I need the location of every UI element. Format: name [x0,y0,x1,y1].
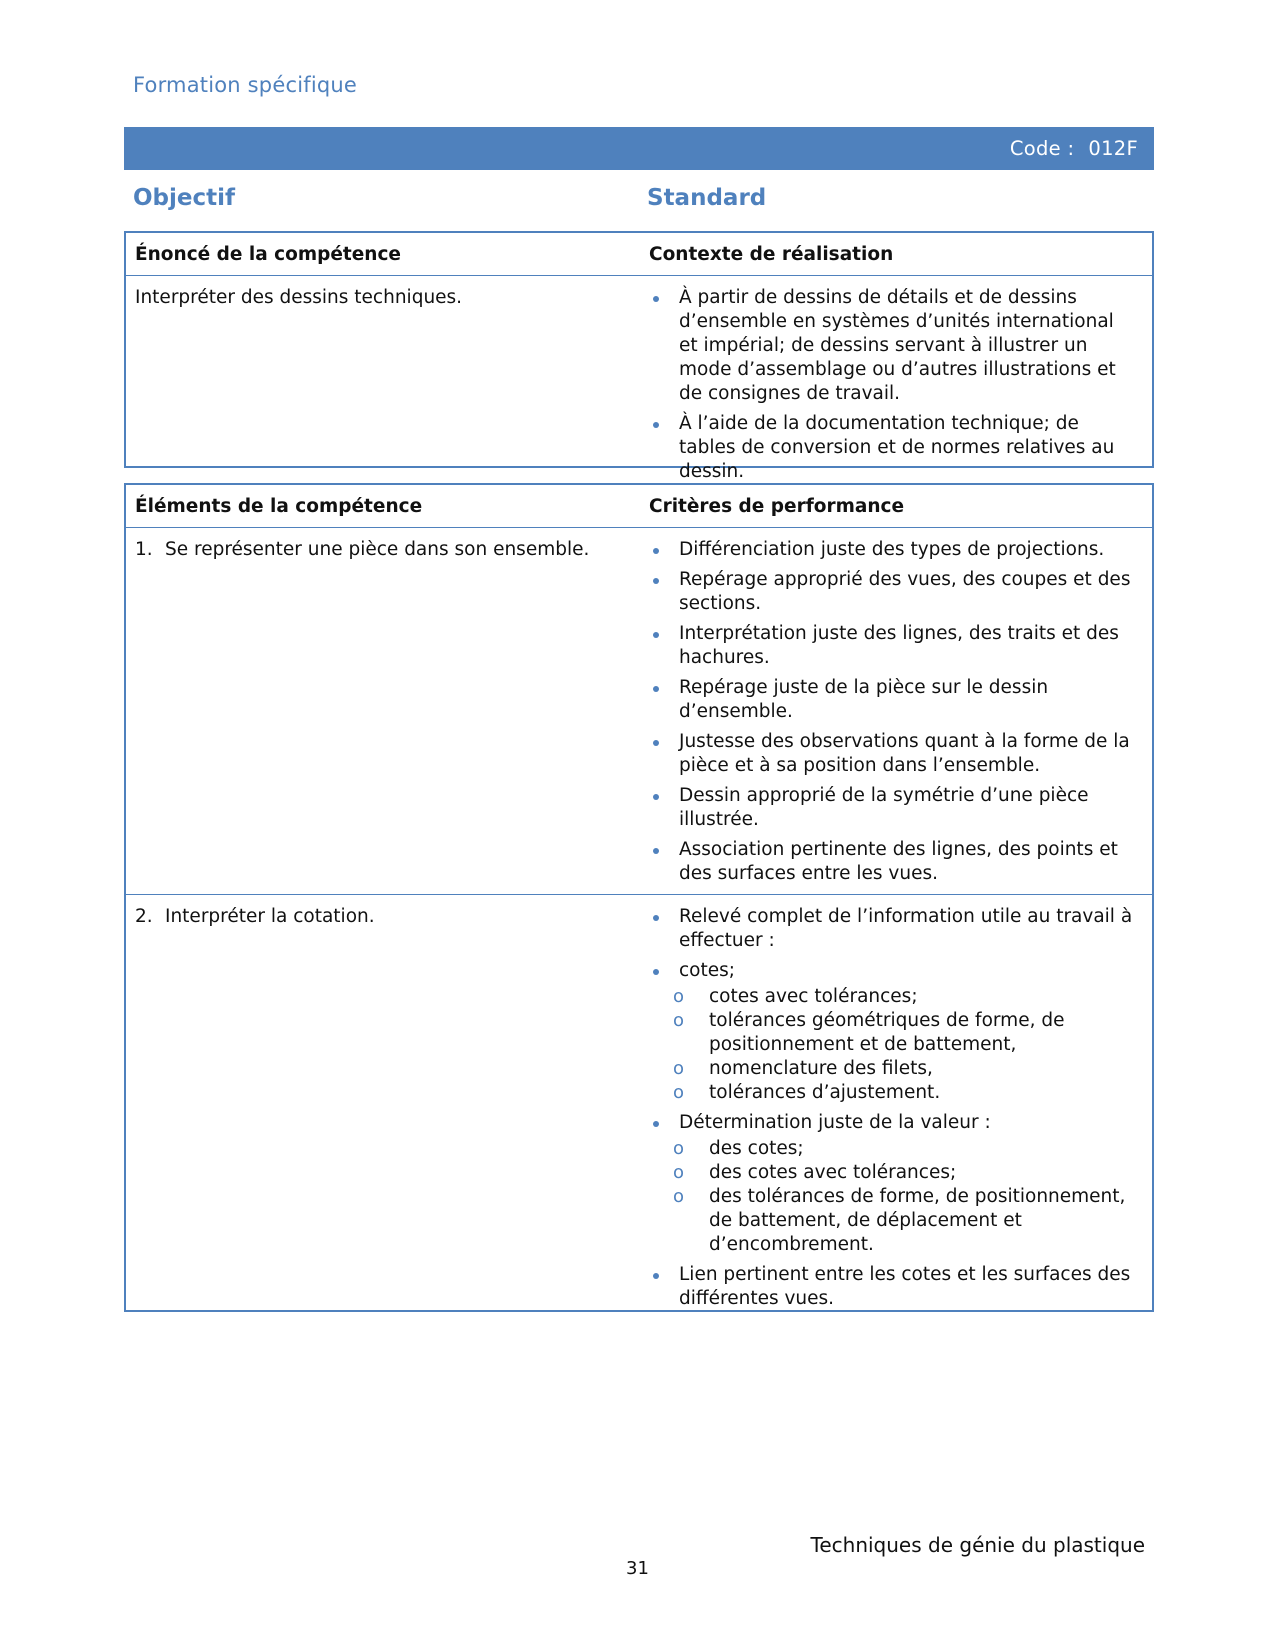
list-item: À partir de dessins de détails et de dessins d’ensemble en systèmes d’unités international et impérial; de dessins servant à illustrer un mode d’assemblage ou d’autres illustrations et de consignes de travail. [649,286,1137,406]
list-item: Lien pertinent entre les cotes et les surfaces des différentes vues. [649,1263,1137,1311]
bullet-icon [653,548,659,554]
table-row [126,276,1152,490]
bullet-icon [653,1273,659,1279]
competence-statement: Interpréter des dessins techniques. [135,287,463,308]
criteres-header: Critères de performance [649,496,905,517]
element-number: 1. [135,539,153,560]
element-item [135,538,630,562]
list-item: Différenciation juste des types de projections. [649,538,1137,562]
circle-bullet-icon: o [673,1162,685,1183]
bullet-icon [653,632,659,638]
criteres-list [649,905,1137,1311]
bullet-icon [653,422,659,428]
competence-table [124,231,1154,482]
table-row [126,528,1152,895]
contexte-cell [638,276,1151,490]
code-value: 012F [1088,137,1138,160]
footer-program-title: Techniques de génie du plastique [810,1533,1145,1557]
circle-bullet-icon: o [673,1010,685,1031]
table-row [126,895,1152,1317]
list-item: Repérage approprié des vues, des coupes et des sections. [649,568,1137,616]
list-item: Interprétation juste des lignes, des traits et des hachures. [649,622,1137,670]
list-item: Repérage juste de la pièce sur le dessin d’ensemble. [649,676,1137,724]
sub-list-item: o des tolérances de forme, de positionnement, de battement, de déplacement et d’encombrement. [673,1186,1126,1255]
list-item: Relevé complet de l’information utile au travail à effectuer : [649,905,1137,953]
elements-header: Éléments de la compétence [135,496,423,517]
criteres-list [649,538,1137,886]
bullet-icon [653,296,659,302]
element-number: 2. [135,906,153,927]
list-item: cotes; o cotes avec tolérances; o tolérances géométriques de forme, de positionnement et de battement, o nomenclature des filets, o tolérances d’ajustement. [649,959,1137,1105]
list-item: À l’aide de la documentation technique; de tables de conversion et de normes relatives au dessin. [649,412,1137,484]
enonce-header: Énoncé de la compétence [135,244,401,265]
contexte-header: Contexte de réalisation [649,244,894,265]
bullet-icon [653,740,659,746]
contexte-list [649,286,1137,484]
code-bar [124,127,1154,170]
table-header-row [126,233,1152,276]
bullet-icon [653,578,659,584]
list-item: Justesse des observations quant à la forme de la pièce et à sa position dans l’ensemble. [649,730,1137,778]
table-header-row [126,485,1152,528]
element-text: Se représenter une pièce dans son ensemble. [165,539,590,560]
sub-list-item: o des cotes avec tolérances; [673,1162,957,1183]
sub-list-item: o tolérances d’ajustement. [673,1082,941,1103]
bullet-icon [653,1121,659,1127]
circle-bullet-icon: o [673,986,685,1007]
circle-bullet-icon: o [673,1058,685,1079]
page-number: 31 [626,1558,649,1579]
sub-list [649,985,1137,1105]
list-item: Dessin approprié de la symétrie d’une pièce illustrée. [649,784,1137,832]
section-title: Formation spécifique [133,73,358,97]
circle-bullet-icon: o [673,1186,685,1207]
code-label: Code : [1009,137,1075,160]
criteres-cell [638,528,1151,894]
bullet-icon [653,915,659,921]
criteres-cell [638,895,1151,1317]
sub-list-item: o cotes avec tolérances; [673,986,918,1007]
element-cell [126,895,638,1317]
circle-bullet-icon: o [673,1138,685,1159]
list-item: Association pertinente des lignes, des points et des surfaces entre les vues. [649,838,1137,886]
sub-list-item: o tolérances géométriques de forme, de positionnement et de battement, [673,1010,1065,1055]
element-cell [126,528,638,894]
sub-list [649,1137,1137,1257]
elements-table [124,483,1154,1312]
bullet-icon [653,848,659,854]
circle-bullet-icon: o [673,1082,685,1103]
sub-list-item: o nomenclature des filets, [673,1058,933,1079]
list-item: Détermination juste de la valeur : o des cotes; o des cotes avec tolérances; o des tolérances de forme, de positionnement, de battement, de déplacement et d’encombrement. [649,1111,1137,1257]
element-item [135,905,630,929]
standard-heading: Standard [647,185,767,211]
element-text: Interpréter la cotation. [165,906,375,927]
bullet-icon [653,969,659,975]
objectif-heading: Objectif [133,185,236,211]
bullet-icon [653,794,659,800]
bullet-icon [653,686,659,692]
sub-list-item: o des cotes; [673,1138,804,1159]
